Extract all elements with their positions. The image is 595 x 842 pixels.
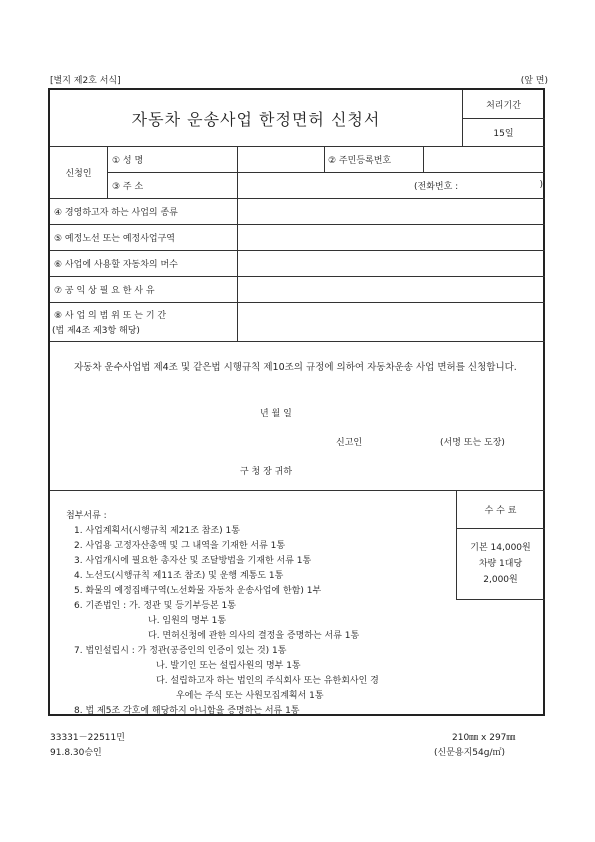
attachment-item: 3. 사업개시에 필요한 총자산 및 조달방법을 기재한 서류 1통	[74, 556, 312, 566]
address-label: ③ 주 소	[112, 181, 144, 192]
application-form	[48, 88, 545, 716]
attachment-item: 나. 임원의 명부 1통	[148, 616, 227, 626]
resident-id-label: ② 주민등록번호	[328, 155, 392, 166]
attachment-item: 나. 발기인 또는 설립사원의 명부 1통	[156, 661, 301, 671]
scope-period-note: (법 제4조 제3항 해당)	[52, 326, 140, 336]
vehicle-count-field[interactable]	[238, 250, 545, 276]
divider	[456, 599, 545, 600]
public-need-label: ⑦ 공 익 상 필 요 한 사 유	[54, 285, 155, 296]
attachment-item: 7. 법인설립시 : 가 정관(공증인의 인증이 있는 것) 1통	[74, 646, 287, 656]
divider	[324, 146, 325, 172]
form-number: [별지 제2호 서식]	[50, 76, 121, 86]
address-field[interactable]	[238, 172, 545, 198]
phone-close: )	[539, 180, 543, 190]
approval-date: 91.8.30승인	[50, 748, 102, 758]
attachment-item: 8. 법 제5조 각호에 해당하지 아니함을 증명하는 서류 1통	[74, 706, 300, 716]
processing-value: 15일	[493, 128, 514, 139]
business-type-label: ④ 경영하고자 하는 사업의 종류	[54, 207, 178, 218]
business-type-field[interactable]	[238, 198, 545, 224]
name-label: ① 성 명	[112, 155, 144, 166]
scope-period-label: ⑧ 사 업 의 범 위 또 는 기 간	[54, 311, 167, 321]
attachment-item: 6. 기존법인 : 가. 정관 및 등기부등본 1통	[74, 601, 236, 611]
form-title: 자동차 운송사업 한정면허 신청서	[131, 109, 381, 129]
attachment-item: 5. 화물의 예정집배구역(노선화물 자동차 운송사업에 한함) 1부	[74, 586, 322, 596]
applicant-label: 신청인	[65, 168, 92, 179]
applicant-sign-label: 신고인	[336, 438, 363, 448]
attachment-item: 1. 사업계획서(시행규칙 제21조 참조) 1통	[74, 526, 240, 536]
resident-id-field[interactable]	[424, 146, 545, 172]
phone-label: (전화번호 :	[414, 181, 459, 192]
sign-note: (서명 또는 도장)	[440, 438, 505, 448]
attachment-item: 우에는 주식 또는 사원모집계획서 1통	[176, 691, 324, 701]
page-side-label: (앞 면)	[520, 76, 548, 86]
date-line: 년 월 일	[260, 409, 292, 419]
attachment-item: 다. 설립하고자 하는 법인의 주식회사 또는 유한회사인 경	[156, 676, 379, 686]
divider	[456, 528, 545, 529]
route-area-field[interactable]	[238, 224, 545, 250]
form-code: 33331－22511민	[50, 733, 125, 743]
public-need-field[interactable]	[238, 276, 545, 302]
attachments-title: 첨부서류 :	[66, 511, 107, 521]
name-field[interactable]	[238, 146, 324, 172]
attachment-item: 2. 사업용 고정자산총액 및 그 내역을 기재한 서류 1통	[74, 541, 286, 551]
fee-per-vehicle-amount: 2,000원	[483, 575, 518, 585]
attachment-item: 4. 노선도(시행규칙 제11조 참조) 및 운행 계통도 1통	[74, 571, 284, 581]
fee-label: 수 수 료	[484, 505, 517, 516]
fee-basic: 기본 14,000원	[470, 543, 531, 553]
processing-label: 처리기간	[486, 100, 521, 111]
route-area-label: ⑤ 예정노선 또는 예정사업구역	[54, 233, 175, 244]
fee-per-vehicle: 차량 1대당	[478, 559, 523, 569]
scope-period-field[interactable]	[238, 302, 545, 341]
recipient: 구 청 장 귀하	[240, 467, 293, 477]
paper-type: (신문용지54g/㎡)	[434, 748, 505, 758]
vehicle-count-label: ⑥ 사업에 사용할 자동차의 머수	[54, 259, 178, 270]
divider	[50, 341, 545, 342]
paper-size: 210㎜ x 297㎜	[452, 733, 516, 743]
attachment-item: 다. 면허신청에 관한 의사의 결정을 증명하는 서류 1통	[148, 631, 360, 641]
application-statement: 자동차 운수사업법 제4조 및 같은법 시행규칙 제10조의 규정에 의하여 자동차운송 사업 면허를 신청합니다.	[74, 362, 517, 373]
